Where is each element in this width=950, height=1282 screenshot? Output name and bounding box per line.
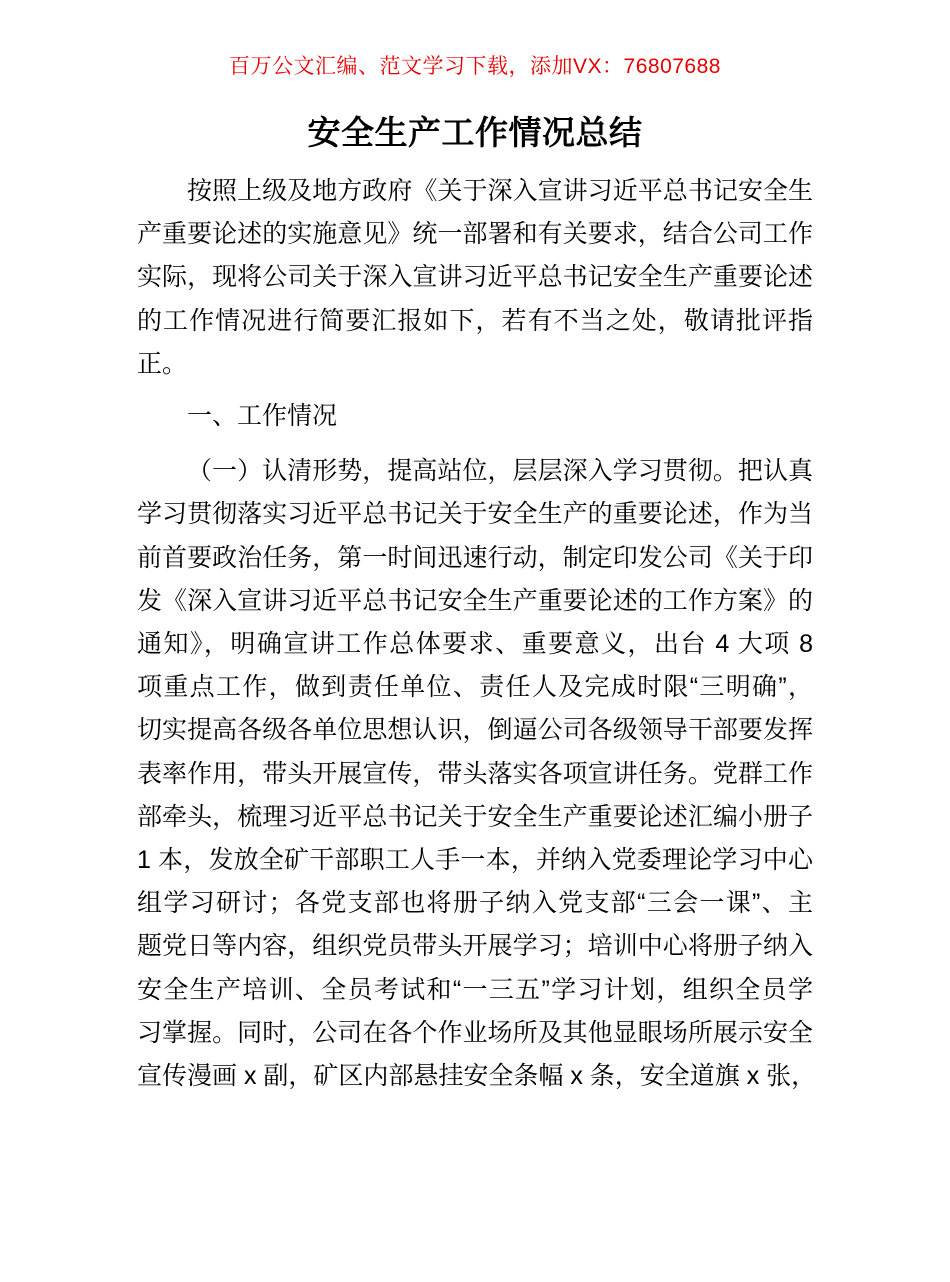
text-line: 习掌握。同时，公司在各个作业场所及其他显眼场所展示安全 <box>137 1018 813 1047</box>
document-page <box>0 52 950 1282</box>
text-line: 发《深入宣讲习近平总书记安全生产重要论述的工作方案》的 <box>137 586 813 615</box>
text-line: 表率作用，带头开展宣传，带头落实各项宣讲任务。党群工作 <box>137 759 813 788</box>
text-line: 产重要论述的实施意见》统一部署和有关要求，结合公司工作 <box>137 220 813 249</box>
paragraph-intro <box>137 170 813 386</box>
document-body <box>137 170 817 1098</box>
text-line: （一）认清形势，提高站位，层层深入学习贯彻。把认真 <box>187 457 813 486</box>
text-line: 实际，现将公司关于深入宣讲习近平总书记安全生产重要论述 <box>137 263 813 292</box>
text-line: 学习贯彻落实习近平总书记关于安全生产的重要论述，作为当 <box>137 500 813 529</box>
text-line: 通知》，明确宣讲工作总体要求、重要意义，出台 4 大项 8 <box>137 630 813 659</box>
promo-text: 百万公文汇编、范文学习下载，添加VX：76807688 <box>229 55 721 78</box>
text-line: 组学习研讨；各党支部也将册子纳入党支部“三会一课”、主 <box>137 889 813 918</box>
text-line: 1 本，发放全矿干部职工人手一本，并纳入党委理论学习中心 <box>137 846 813 875</box>
text-line: 宣传漫画 x 副，矿区内部悬挂安全条幅 x 条，安全道旗 x 张， <box>137 1062 817 1091</box>
text-line: 正。 <box>137 349 188 378</box>
text-line: 的工作情况进行简要汇报如下，若有不当之处，敬请批评指 <box>137 306 813 335</box>
text-line: 部牵头，梳理习近平总书记关于安全生产重要论述汇编小册子 <box>137 802 813 831</box>
text-line: 安全生产培训、全员考试和“一三五”学习计划，组织全员学 <box>137 975 813 1004</box>
text-line: 按照上级及地方政府《关于深入宣讲习近平总书记安全生 <box>187 177 813 205</box>
promo-banner <box>0 52 950 82</box>
text-line: 项重点工作，做到责任单位、责任人及完成时限“三明确”， <box>137 673 813 702</box>
paragraph-section-one <box>137 450 817 1098</box>
section-heading-work-situation <box>137 395 813 438</box>
text-line: 前首要政治任务，第一时间迅速行动，制定印发公司《关于印 <box>137 543 813 572</box>
text-line: 题党日等内容，组织党员带头开展学习；培训中心将册子纳入 <box>137 932 813 961</box>
heading-text: 一、工作情况 <box>187 402 338 431</box>
page-title: 安全生产工作情况总结 <box>307 114 643 151</box>
text-line: 切实提高各级各单位思想认识，倒逼公司各级领导干部要发挥 <box>137 716 813 745</box>
